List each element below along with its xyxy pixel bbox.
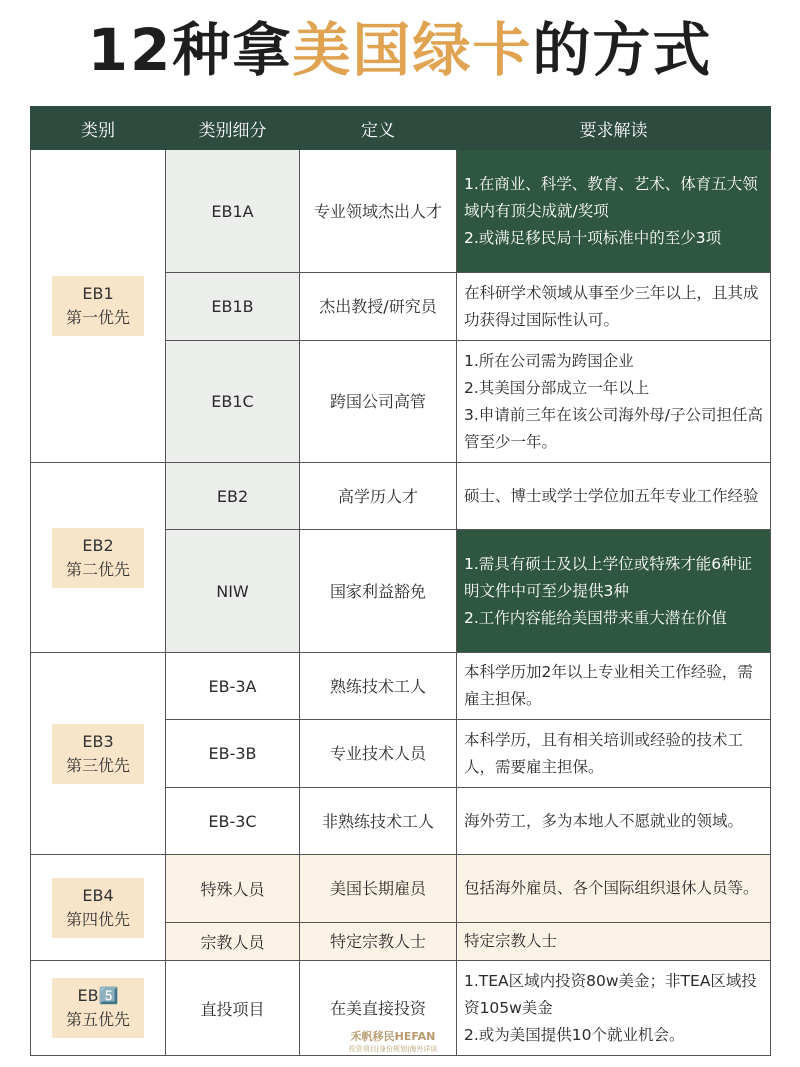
requirement-cell — [457, 653, 771, 720]
table-header-row — [31, 107, 771, 150]
green-card-table — [30, 106, 771, 1056]
subcategory-cell: EB-3A — [166, 653, 300, 720]
page-title — [0, 2, 800, 98]
category-badge — [52, 724, 144, 784]
requirement-cell — [457, 855, 771, 923]
definition-cell: 杰出教授/研究员 — [300, 273, 457, 341]
table-row — [31, 653, 771, 720]
watermark-title: 禾帆移民HEFAN — [350, 1030, 436, 1043]
requirement-cell — [457, 923, 771, 961]
category-eb1 — [31, 150, 166, 463]
requirement-line: 1.在商业、科学、教育、艺术、体育五大领域内有顶尖成就/奖项 — [464, 174, 758, 220]
definition-cell: 美国长期雇员 — [300, 855, 457, 923]
title-part1: 12种拿 — [87, 16, 293, 84]
category-priority: 第五优先 — [65, 1010, 130, 1029]
table-row — [31, 855, 771, 923]
category-code: EB3 — [82, 731, 114, 751]
category-badge — [52, 978, 144, 1038]
definition-cell: 专业领域杰出人才 — [300, 150, 457, 273]
requirement-cell — [457, 720, 771, 788]
category-code: EB4 — [82, 885, 114, 905]
definition-cell: 跨国公司高管 — [300, 341, 457, 463]
requirement-line: 1.需具有硕士及以上学位或特殊才能6种证明文件中可至少提供3种 — [464, 554, 753, 600]
table-row — [31, 150, 771, 273]
subcategory-cell: EB-3B — [166, 720, 300, 788]
definition-cell: 非熟练技术工人 — [300, 788, 457, 855]
subcategory-cell: EB1A — [166, 150, 300, 273]
requirement-cell — [457, 788, 771, 855]
category-badge — [52, 528, 144, 588]
requirement-line: 2.或满足移民局十项标准中的至少3项 — [464, 228, 722, 247]
category-code: EB1 — [82, 284, 114, 303]
category-eb3 — [31, 653, 166, 855]
category-eb4 — [31, 855, 166, 961]
header-definition: 定义 — [300, 107, 457, 150]
requirement-cell — [457, 341, 771, 463]
requirement-cell — [457, 273, 771, 341]
table-row — [31, 463, 771, 530]
requirement-line: 3.申请前三年在该公司海外母/子公司担任高管至少一年。 — [464, 405, 764, 451]
requirement-line: 在科研学术领域从事至少三年以上，且其成功获得过国际性认可。 — [464, 283, 759, 329]
requirement-line: 特定宗教人士 — [464, 932, 558, 950]
subcategory-cell: 直投项目 — [166, 961, 300, 1056]
subcategory-cell: EB-3C — [166, 788, 300, 855]
subcategory-cell: EB1C — [166, 341, 300, 463]
subcategory-cell: NIW — [166, 530, 300, 653]
category-badge — [52, 276, 144, 336]
requirement-line: 1.所在公司需为跨国企业 — [464, 351, 634, 370]
watermark-subtitle: 投资项目|身份规划|海外详谈 — [348, 1045, 438, 1053]
category-badge — [52, 878, 144, 938]
category-priority: 第三优先 — [65, 755, 130, 775]
subcategory-cell: EB2 — [166, 463, 300, 530]
category-priority: 第一优先 — [65, 308, 130, 327]
category-eb5 — [31, 961, 166, 1056]
category-priority: 第二优先 — [65, 559, 130, 579]
definition-cell: 国家利益豁免 — [300, 530, 457, 653]
requirement-cell — [457, 961, 771, 1056]
header-category: 类别 — [31, 107, 166, 150]
requirement-line: 本科学历加2年以上专业相关工作经验，需雇主担保。 — [464, 663, 753, 708]
definition-cell: 特定宗教人士 — [300, 923, 457, 961]
requirement-cell — [457, 530, 771, 653]
requirement-line: 1.TEA区域内投资80w美金；非TEA区域投资105w美金 — [464, 971, 757, 1017]
requirement-line: 硕士、博士或学士学位加五年专业工作经验 — [464, 486, 759, 505]
requirement-cell — [457, 463, 771, 530]
title-highlight: 美国绿卡 — [292, 16, 533, 84]
category-code: EB5️⃣ — [77, 986, 119, 1005]
requirement-line: 2.工作内容能给美国带来重大潜在价值 — [464, 608, 727, 627]
category-priority: 第四优先 — [65, 909, 130, 929]
subcategory-cell: 特殊人员 — [166, 855, 300, 923]
header-requirements: 要求解读 — [457, 107, 771, 150]
definition-cell: 高学历人才 — [300, 463, 457, 530]
category-code: EB2 — [82, 535, 114, 555]
watermark-logo — [318, 1030, 468, 1056]
requirement-line: 本科学历，且有相关培训或经验的技术工人，需要雇主担保。 — [464, 730, 744, 776]
category-eb2 — [31, 463, 166, 653]
title-part2: 的方式 — [532, 16, 713, 84]
header-subcategory: 类别细分 — [166, 107, 300, 150]
definition-cell: 在美直接投资 — [300, 961, 457, 1056]
definition-cell: 专业技术人员 — [300, 720, 457, 788]
requirement-line: 2.或为美国提供10个就业机会。 — [464, 1025, 685, 1044]
definition-cell: 熟练技术工人 — [300, 653, 457, 720]
requirement-line: 2.其美国分部成立一年以上 — [464, 378, 650, 397]
subcategory-cell: EB1B — [166, 273, 300, 341]
subcategory-cell: 宗教人员 — [166, 923, 300, 961]
requirement-line: 海外劳工，多为本地人不愿就业的领域。 — [464, 811, 744, 830]
requirement-line: 包括海外雇员、各个国际组织退休人员等。 — [464, 879, 759, 897]
requirement-cell — [457, 150, 771, 273]
